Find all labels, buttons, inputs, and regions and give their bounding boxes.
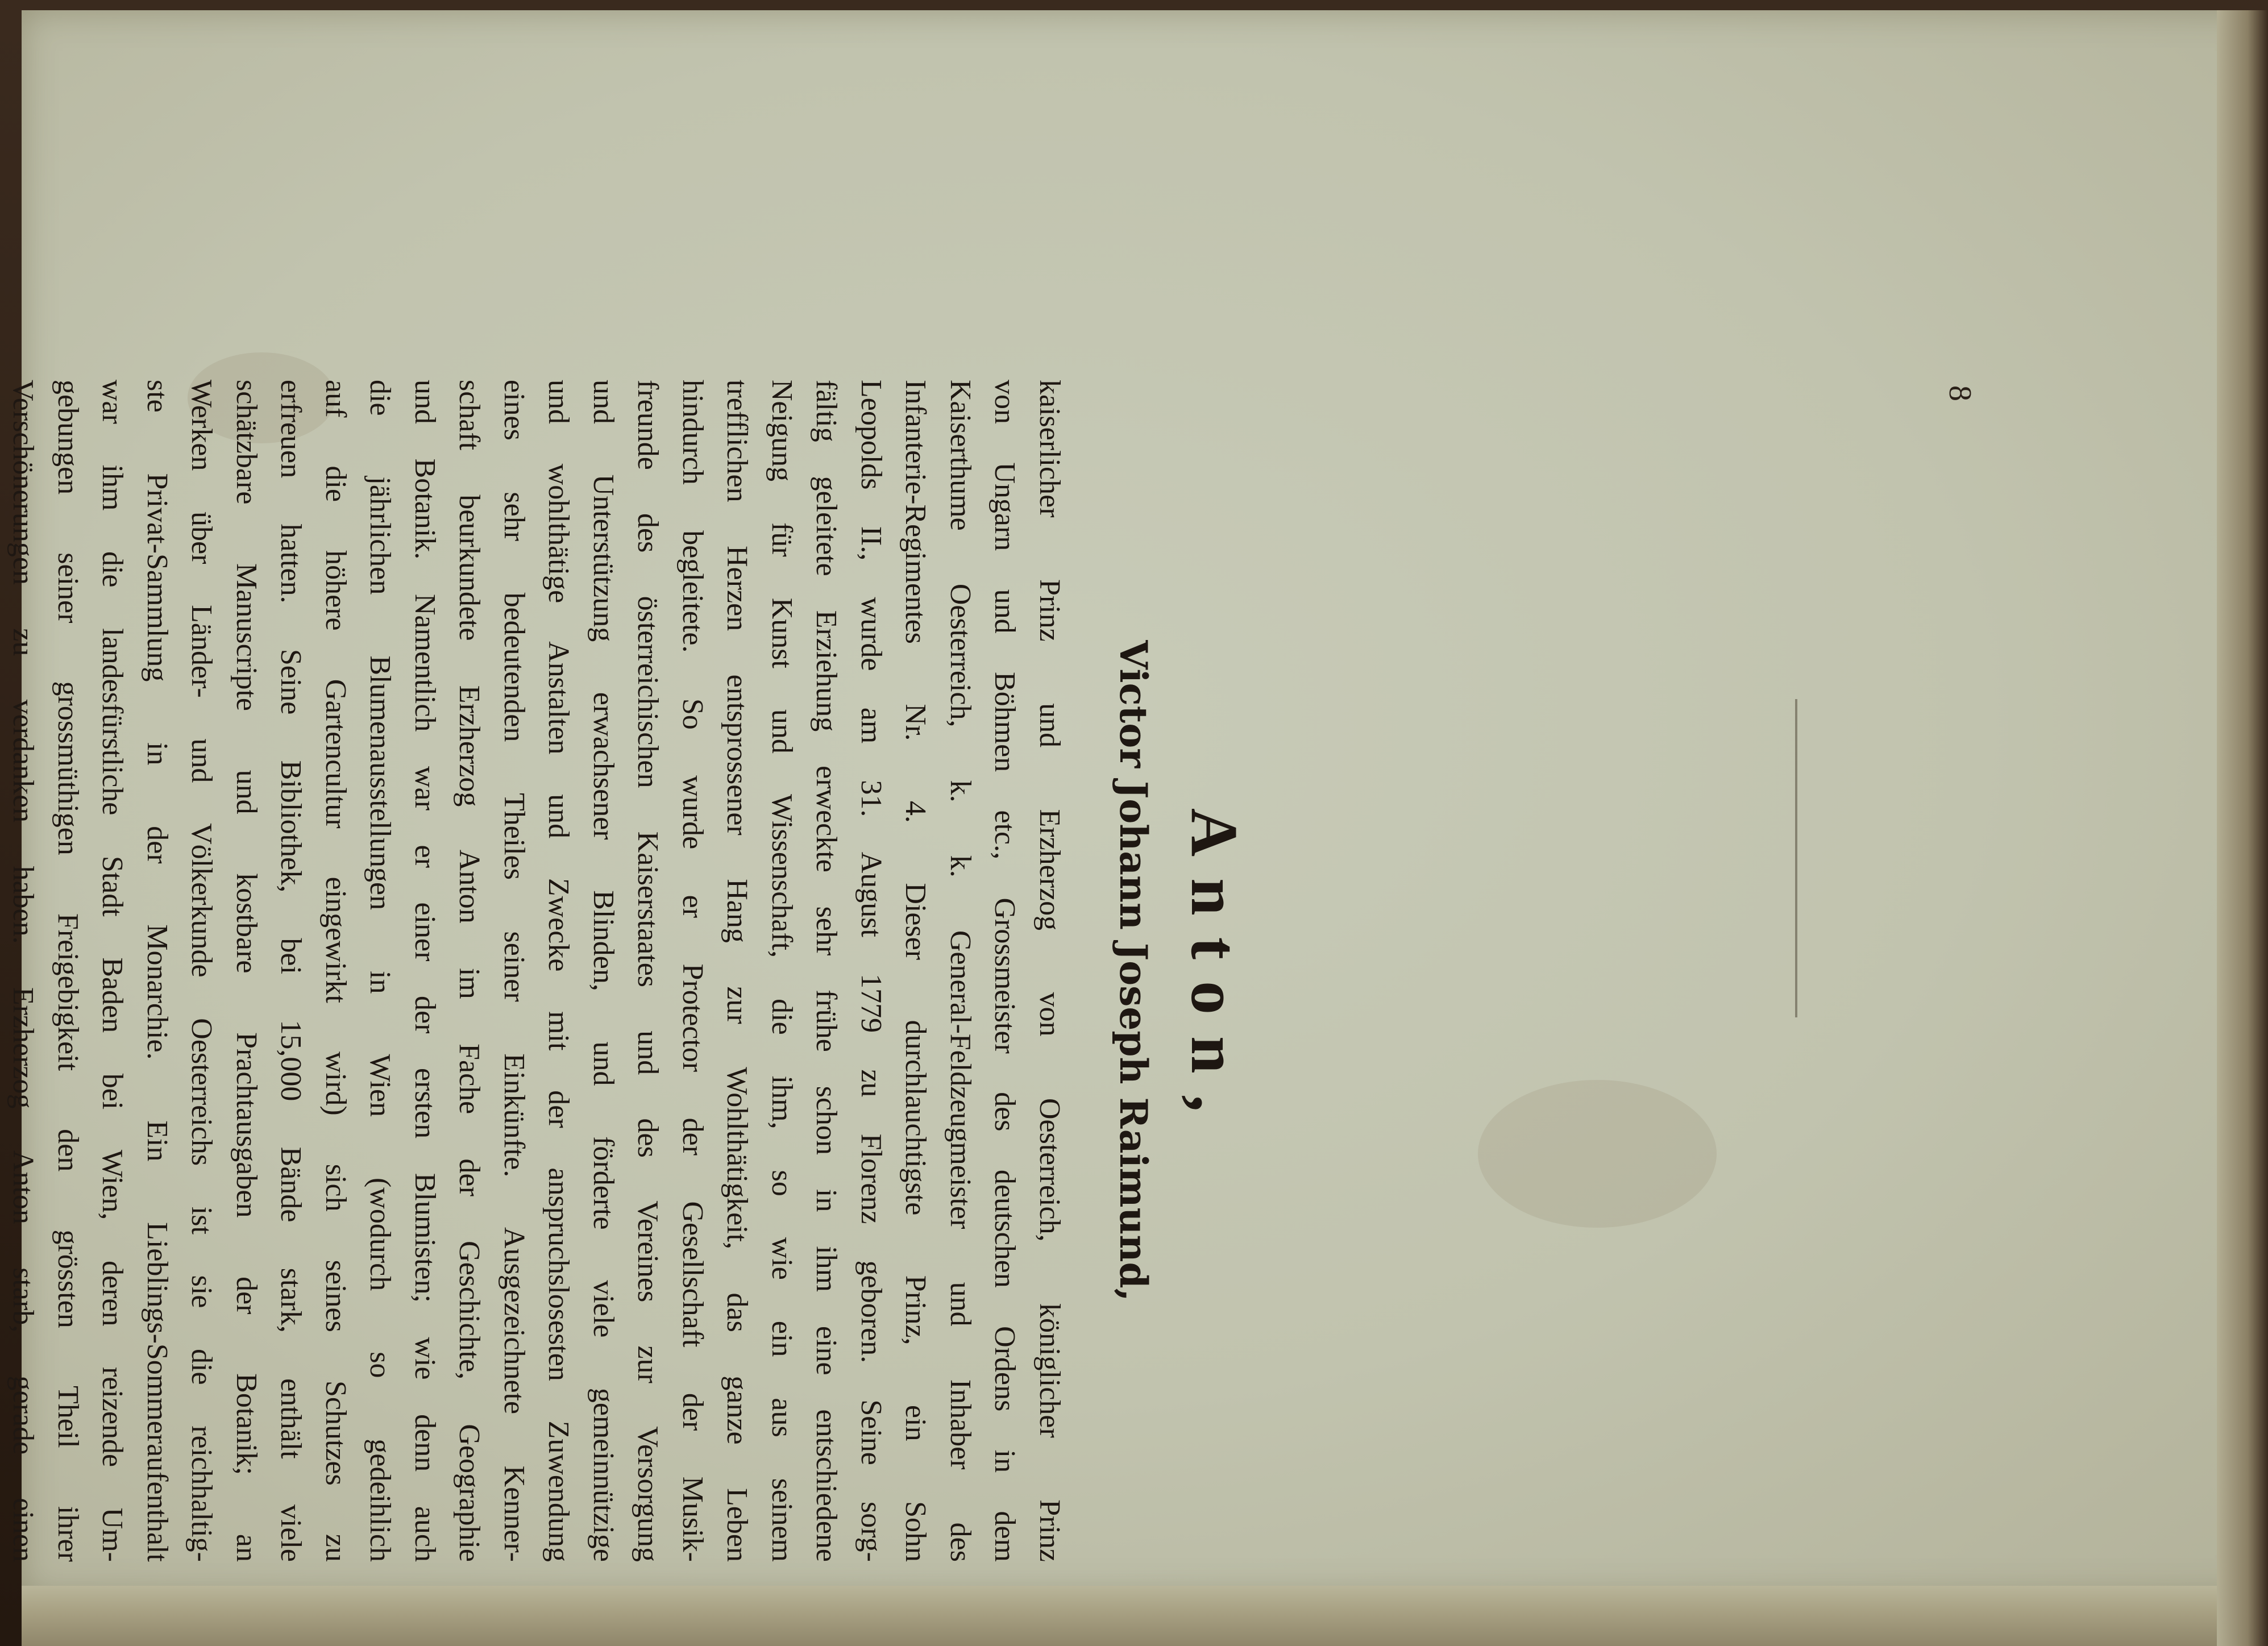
body-line: trefflichen Herzen entsprossener Hang zur Wohlthätigkeit, das ganze Leben — [721, 380, 754, 1562]
page-bottom-edge — [22, 1586, 2255, 1646]
body-line: erfreuen hatten. Seine Bibliothek, bei 15,000 Bände stark, enthält viele — [275, 380, 308, 1562]
body-line: freunde des österreichischen Kaiserstaates und des Vereines zur Versorgung — [632, 380, 664, 1562]
body-line: und wohlthätige Anstalten und Zwecke mit der anspruchslosesten Zuwendung — [542, 380, 575, 1562]
body-line: Neigung für Kunst und Wissenschaft, die ihm, so wie ein aus seinem — [766, 380, 798, 1562]
body-line: schätzbare Manuscripte und kostbare Prachtausgaben der Botanik; an — [230, 380, 263, 1562]
body-line: schaft beurkundete Erzherzog Anton im Fache der Geschichte, Geographie — [453, 380, 486, 1562]
body-line: die jährlichen Blumenausstellungen in Wien (wodurch so gedeihlich — [364, 380, 397, 1562]
body-line: auf die höhere Gartencultur eingewirkt wird) sich seines Schutzes zu — [319, 380, 352, 1562]
body-line: Verschönerungen zu verdanken haben. Erzherzog Anton starb, gerade einen — [7, 380, 40, 1562]
body-line: ste Privat-Sammlung in der Monarchie. Ein Lieblings-Sommeraufenthalt — [141, 380, 173, 1562]
book-binding-edge — [2217, 10, 2268, 1646]
body-line: Infanterie-Regimentes Nr. 4. Dieser durchlauchtigste Prinz, ein Sohn — [899, 380, 932, 1562]
body-line: und Botanik. Namentlich war er einer der ersten Blumisten; wie denn auch — [409, 380, 441, 1562]
body-line: von Ungarn und Böhmen etc., Grossmeister des deutschen Ordens in dem — [988, 380, 1021, 1562]
rotated-text-block — [7, 380, 1252, 1562]
body-line: eines sehr bedeutenden Theiles seiner Einkünfte. Ausgezeichnete Kenner- — [498, 380, 530, 1562]
body-line: Werken über Länder- und Völkerkunde Oesterreichs ist sie die reichhaltig- — [185, 380, 218, 1562]
body-line — [0, 380, 1, 1562]
body-line: Kaiserthume Oesterreich, k. k. General-Feldzeugmeister und Inhaber des — [944, 380, 977, 1562]
paper-crease-mark — [1795, 699, 1797, 1017]
body-line: und Unterstützung erwachsener Blinden, und förderte viele gemeinnützige — [587, 380, 620, 1562]
paper-stain — [1478, 1080, 1717, 1228]
page-number: 8 — [1942, 385, 1978, 401]
body-line: Leopolds II., wurde am 31. August 1779 zu Florenz geboren. Seine sorg- — [855, 380, 887, 1562]
body-line: gebungen seiner grossmüthigen Freigebigkeit den grössten Theil ihrer — [52, 380, 84, 1562]
body-line: war ihm die landesfürstliche Stadt Baden bei Wien, deren reizende Um- — [96, 380, 129, 1562]
article-title: Anton, — [1177, 808, 1252, 1134]
article-body — [0, 380, 1071, 1562]
body-line: fältig geleitete Erziehung erweckte sehr frühe schon in ihm eine entschiedene — [810, 380, 843, 1562]
article-subtitle: Victor Johann Joseph Raimund, — [1111, 640, 1156, 1302]
body-line: hindurch begleitete. So wurde er Protector der Gesellschaft der Musik- — [676, 380, 709, 1562]
body-line: kaiserlicher Prinz und Erzherzog von Oesterreich, königlicher Prinz — [1033, 380, 1066, 1562]
